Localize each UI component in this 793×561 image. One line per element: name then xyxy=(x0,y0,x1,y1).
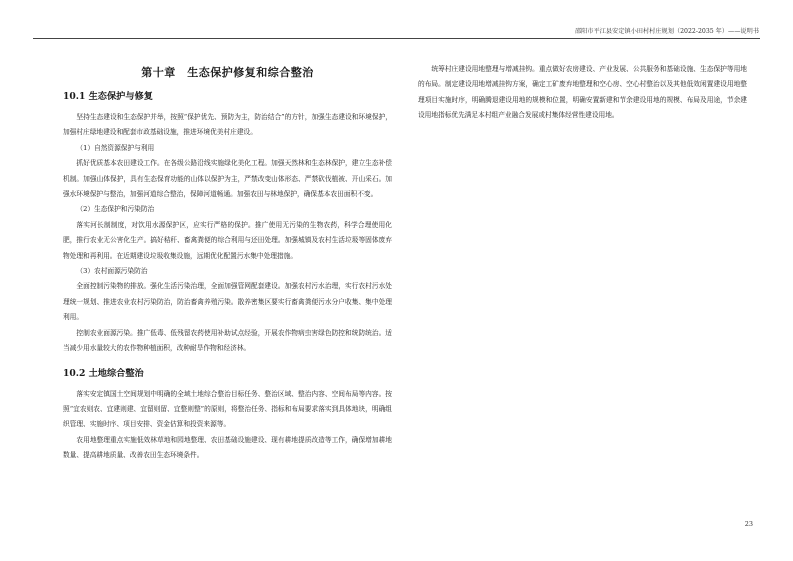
paragraph: 控制农业面源污染。推广低毒、低残留农药使用补助试点经验，开展农作物病虫害绿色防控和统防统治。适当减少用水量较大的农作物种植面积，改种耐旱作物和经济林。 xyxy=(63,328,392,353)
paragraph: 坚持生态建设和生态保护并举，按照“保护优先、预防为主，防治结合”的方针，加强生态建设和环境保护，加强村庄绿地建设和配套市政基础设施，推进环境优美村庄建设。 xyxy=(63,113,392,137)
section-title-ecology: 10.1 生态保护与修复 xyxy=(63,91,153,102)
paragraph: 农用地整理重点实施低效林草地和园地整理、农田基础设施建设、现有耕地提质改造等工作，确保增加耕地数量、提高耕地质量、改善农田生态环境条件。 xyxy=(63,435,392,460)
subheading: （3）农村面源污染防治 xyxy=(76,267,148,276)
paragraph: 落实河长制制度，对饮用水源保护区，应实行严格的保护。推广使用无污染的生物农药，科学合理使用化肥，推行农业无公害化生产。搞好秸秆、畜禽粪便的综合利用与还田处理。加强城镇及农村生活垃圾等固体废弃物处理和再利用。在近期建设垃圾收集设施，远期优化配置污水集中处理措施。 xyxy=(63,220,392,260)
subheading: （1）自然资源保护与利用 xyxy=(76,143,155,152)
paragraph: 抓好优质基本农田建设工作。在各级公路沿线实施绿化美化工程。加强天然林和生态林保护，建立生态补偿机制。加强山体保护，具有生态保育功能的山体以保护为主，严禁改变山体形态、严禁砍伐植被、开山采石。加强水环境保护与整治，加强河道综合整治，保障河道畅通。加强农田与林地保护，确保基本农田面积不变。 xyxy=(63,159,392,199)
paragraph: 全面控制污染物的排放。强化生活污染治理，全面加强管网配套建设。加强农村污水治理，实行农村污水处理统一规划、推进农业农村污染防治，防治畜禽养殖污染。散养密集区要实行畜禽粪便污水分户收集、集中处理利用。 xyxy=(63,282,392,322)
left-column xyxy=(63,62,392,464)
chapter-title: 第十章 生态保护修复和综合整治 xyxy=(141,66,314,79)
right-column xyxy=(418,62,747,124)
header-divider xyxy=(33,38,760,39)
subheading: （2）生态保护和污染防治 xyxy=(76,205,155,214)
paragraph: 统筹村庄建设用地整理与增减挂钩。重点做好农房建设、产业发展、公共服务和基础设施、生态保护等用地的布局。制定建设用地增减挂钩方案，确定工矿废弃地整理和空心房、空心村整治以及其他低效闲置建设用地整理项目实施时序，明确腾退建设用地的规模和位置，明确安置新建和节余建设用地的规模、布局及用途，节余建设用地指标优先满足本村组产业融合发展或村集体经营性建设用地。 xyxy=(418,65,747,120)
section-title-land: 10.2 土地综合整治 xyxy=(63,367,144,379)
page-number: 23 xyxy=(744,520,753,528)
paragraph: 落实安定镇国土空间规划中明确的全域土地综合整治目标任务、整治区域、整治内容、空间布局等内容。按照“宜农则农、宜建则建、宜留则留、宜整则整”的原则，将整治任务、指标和布局要求落实到具体地块，明确组织管理、实施时序、项目安排、资金估算和投资来源等。 xyxy=(63,389,392,429)
running-header: 邵阳市平江县安定镇小田村村庄规划（2022-2035 年）——说明书 xyxy=(574,28,759,35)
